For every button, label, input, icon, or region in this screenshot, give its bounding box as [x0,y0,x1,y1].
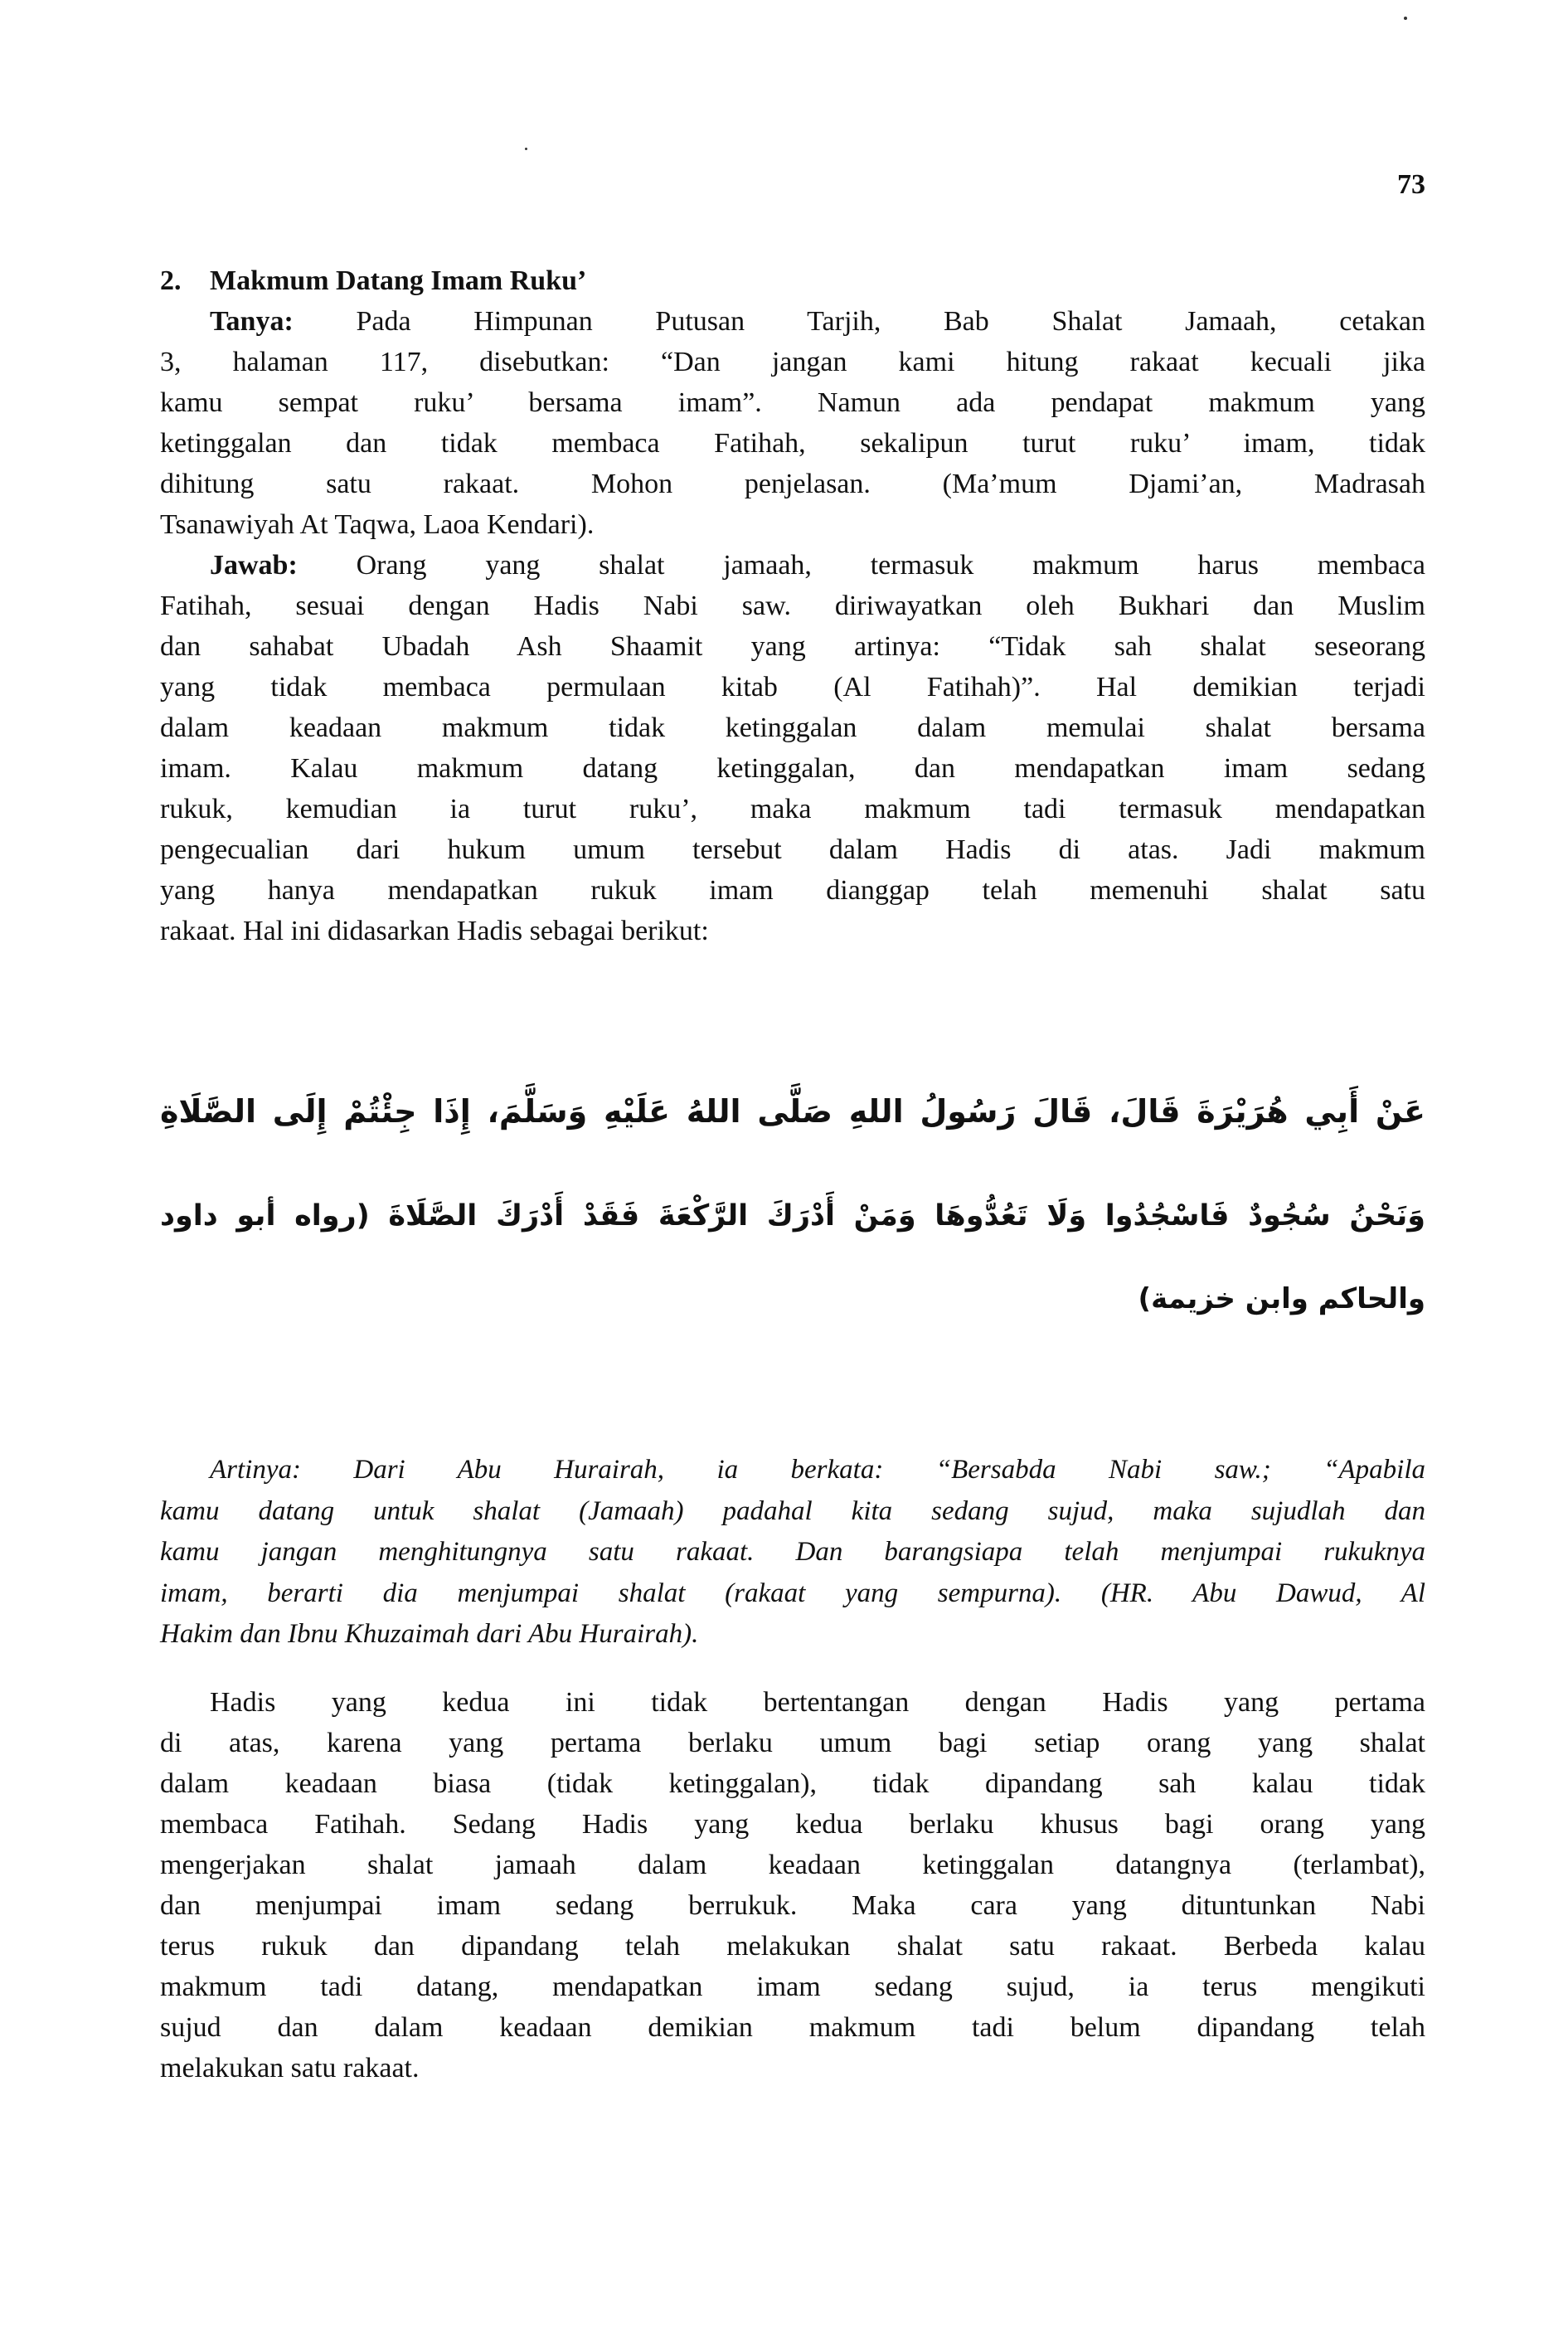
text-line: yang hanya mendapatkan rukuk imam dianggap telah memenuhi shalat satu [160,875,1425,906]
text-line: Hakim dan Ibnu Khuzaimah dari Abu Hurairah). [160,1619,699,1649]
section-number: 2. [160,265,182,296]
text-line: mengerjakan shalat jamaah dalam keadaan ketinggalan datangnya (terlambat), [160,1850,1425,1880]
text-line: Artinya: Dari Abu Hurairah, ia berkata: “Bersabda Nabi saw.; “Apabila [210,1455,1425,1485]
translation-paragraph [160,1450,1425,1656]
text-line: imam. Kalau makmum datang ketinggalan, dan mendapatkan imam sedang [160,753,1425,784]
text-line: imam, berarti dia menjumpai shalat (rakaat yang sempurna). (HR. Abu Dawud, Al [160,1578,1425,1608]
answer-paragraph [160,545,1425,951]
section-heading [160,260,1425,301]
text-line: yang tidak membaca permulaan kitab (Al Fatihah)”. Hal demikian terjadi [160,672,1425,703]
question-label: Tanya: [210,306,294,337]
text-line: dalam keadaan biasa (tidak ketinggalan), tidak dipandang sah kalau tidak [160,1768,1425,1799]
text-line: rukuk, kemudian ia turut ruku’, maka makmum tadi termasuk mendapatkan [160,794,1425,824]
text-line: terus rukuk dan dipandang telah melakukan shalat satu rakaat. Berbeda kalau [160,1931,1425,1962]
answer-label: Jawab: [210,550,298,581]
text-line: dan sahabat Ubadah Ash Shaamit yang artinya: “Tidak sah shalat seseorang [160,631,1425,662]
text-line: Jawab: Orang yang shalat jamaah, termasuk makmum harus membaca [210,550,1425,581]
text-line: dalam keadaan makmum tidak ketinggalan dalam memulai shalat bersama [160,712,1425,743]
page-number: 73 [1397,169,1425,200]
text-line: dihitung satu rakaat. Mohon penjelasan. (Ma’mum Djami’an, Madrasah [160,469,1425,499]
explanation-paragraph [160,1682,1425,2088]
hadith-arabic-line: وَنَحْنُ سُجُودٌ فَاسْجُدُوا وَلَا تَعُدُّوهَا وَمَنْ أَدْرَكَ الرَّكْعَةَ فَقَدْ أَدْرَكَ الصَّلَاةَ (رواه أبو داود [160,1199,1425,1233]
hadith-arabic-line: عَنْ أَبِي هُرَيْرَةَ قَالَ، قَالَ رَسُولُ اللهِ صَلَّى اللهُ عَلَيْهِ وَسَلَّمَ، إِذَا جِئْتُمْ إِلَى الصَّلَاةِ [160,1093,1425,1130]
text-line: pengecualian dari hukum umum tersebut dalam Hadis di atas. Jadi makmum [160,834,1425,865]
text-line: makmum tadi datang, mendapatkan imam sedang sujud, ia terus mengikuti [160,1972,1425,2002]
text-line: rakaat. Hal ini didasarkan Hadis sebagai berikut: [160,916,709,946]
text-line: Tsanawiyah At Taqwa, Laoa Kendari). [160,509,595,540]
text-line: kamu jangan menghitungnya satu rakaat. Dan barangsiapa telah menjumpai rukuknya [160,1537,1425,1567]
text-line: di atas, karena yang pertama berlaku umum bagi setiap orang yang shalat [160,1728,1425,1758]
scan-speck [1404,17,1407,20]
hadith-arabic-source: والحاكم وابن خزيمة) [1138,1282,1425,1315]
text-line: Hadis yang kedua ini tidak bertentangan dengan Hadis yang pertama [210,1687,1425,1718]
text-line: membaca Fatihah. Sedang Hadis yang kedua berlaku khusus bagi orang yang [160,1809,1425,1840]
text-line: Tanya: Pada Himpunan Putusan Tarjih, Bab Shalat Jamaah, cetakan [210,306,1426,337]
text-line: kamu datang untuk shalat (Jamaah) padahal kita sedang sujud, maka sujudlah dan [160,1495,1425,1526]
text-line: ketinggalan dan tidak membaca Fatihah, sekalipun turut ruku’ imam, tidak [160,428,1425,459]
scan-speck [525,148,527,150]
text-line: melakukan satu rakaat. [160,2053,420,2083]
text-line: kamu sempat ruku’ bersama imam”. Namun ada pendapat makmum yang [160,387,1425,418]
main-text [160,260,1425,951]
text-line: 3, halaman 117, disebutkan: “Dan jangan kami hitung rakaat kecuali jika [160,347,1425,377]
question-paragraph [160,301,1425,545]
text-line: Fatihah, sesuai dengan Hadis Nabi saw. diriwayatkan oleh Bukhari dan Muslim [160,591,1425,621]
text-line: dan menjumpai imam sedang berrukuk. Maka cara yang dituntunkan Nabi [160,1890,1425,1921]
text-line: sujud dan dalam keadaan demikian makmum tadi belum dipandang telah [160,2012,1425,2043]
section-title: Makmum Datang Imam Ruku’ [210,265,587,296]
